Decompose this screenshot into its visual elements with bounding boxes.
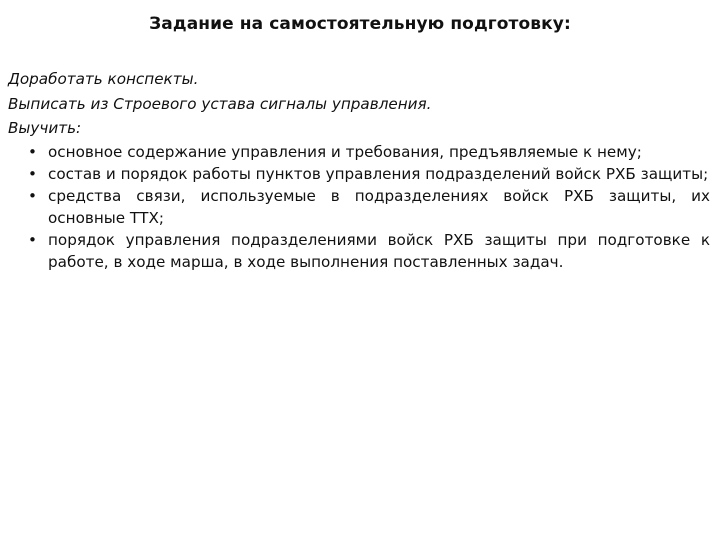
list-item-text: порядок управления подразделениями войск РХБ защиты при подготовке к работе, в ходе марша, в ходе выполнения поставленных задач. (48, 230, 710, 271)
task-content (8, 67, 710, 273)
bullet-icon: • (28, 230, 37, 249)
intro-line-learn: Выучить: (8, 119, 82, 137)
intro-line-copy-signals: Выписать из Строевого устава сигналы управления. (8, 94, 432, 113)
list-item-text: состав и порядок работы пунктов управления подразделений войск РХБ защиты; (48, 164, 709, 183)
list-item (8, 141, 710, 163)
list-item (8, 163, 710, 185)
page-title: Задание на самостоятельную подготовку: (149, 14, 571, 34)
intro-line-rework-notes: Доработать конспекты. (8, 70, 199, 88)
list-item (8, 229, 710, 273)
list-item-text: средства связи, используемые в подразделениях войск РХБ защиты, их основные ТТХ; (48, 186, 710, 227)
list-item (8, 185, 710, 229)
bullet-icon: • (28, 164, 37, 183)
bullet-icon: • (28, 186, 37, 205)
list-item-text: основное содержание управления и требования, предъявляемые к нему; (48, 142, 642, 161)
learning-items-list (8, 141, 710, 273)
bullet-icon: • (28, 142, 37, 161)
